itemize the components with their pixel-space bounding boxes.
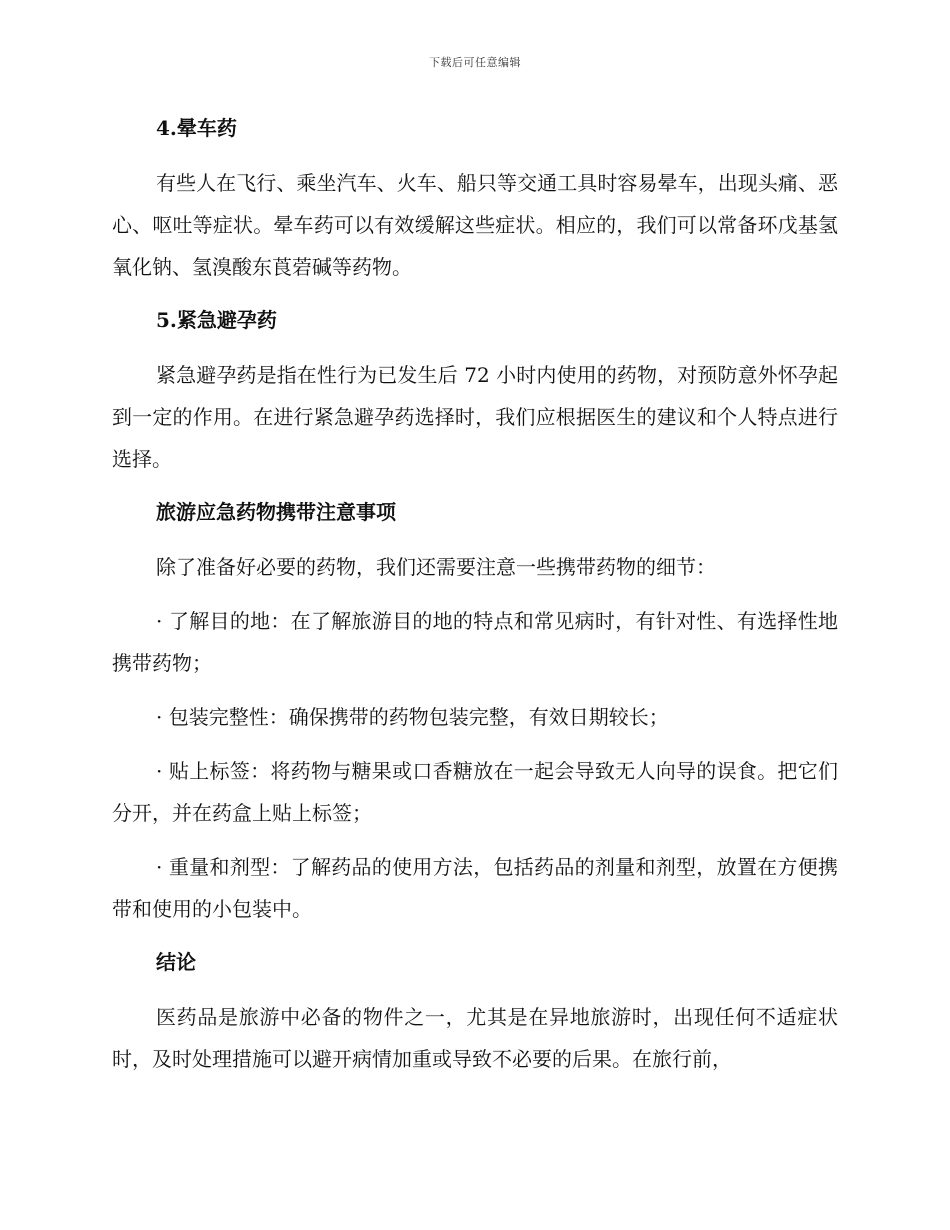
- paragraph-contraceptive: 紧急避孕药是指在性行为已发生后 72 小时内使用的药物，对预防意外怀孕起到一定的作用。在进行紧急避孕药选择时，我们应根据医生的建议和个人特点进行选择。: [112, 363, 838, 471]
- paragraph-conclusion: 医药品是旅游中必备的物件之一，尤其是在异地旅游时，出现任何不适症状时，及时处理措施可以避开病情加重或导致不必要的后果。在旅行前，: [112, 1005, 838, 1071]
- section-heading-carsick: 4.晕车药: [156, 116, 237, 140]
- list-item-packaging: · 包装完整性：确保携带的药物包装完整，有效日期较长；: [156, 705, 669, 729]
- section-heading-conclusion: 结论: [156, 950, 196, 974]
- paragraph-carsick: 有些人在飞行、乘坐汽车、火车、船只等交通工具时容易晕车，出现头痛、恶心、呕吐等症状。晕车药可以有效缓解这些症状。相应的，我们可以常备环戊基氢氧化钠、氢溴酸东莨菪碱等药物。: [112, 171, 838, 279]
- paragraph-notes-intro: 除了准备好必要的药物，我们还需要注意一些携带药物的细节：: [156, 555, 716, 579]
- document-body: [112, 108, 838, 1092]
- list-item-destination: · 了解目的地：在了解旅游目的地的特点和常见病时，有针对性、有选择性地携带药物；: [112, 609, 838, 675]
- section-heading-notes: 旅游应急药物携带注意事项: [156, 500, 396, 524]
- list-item-labels: · 贴上标签：将药物与糖果或口香糖放在一起会导致无人向导的误食。把它们分开，并在药盒上贴上标签；: [112, 759, 838, 825]
- header-note: 下载后可任意编辑: [429, 56, 521, 69]
- list-item-dosage: · 重量和剂型：了解药品的使用方法，包括药品的剂量和剂型，放置在方便携带和使用的小包装中。: [112, 855, 838, 921]
- section-heading-contraceptive: 5.紧急避孕药: [156, 308, 277, 332]
